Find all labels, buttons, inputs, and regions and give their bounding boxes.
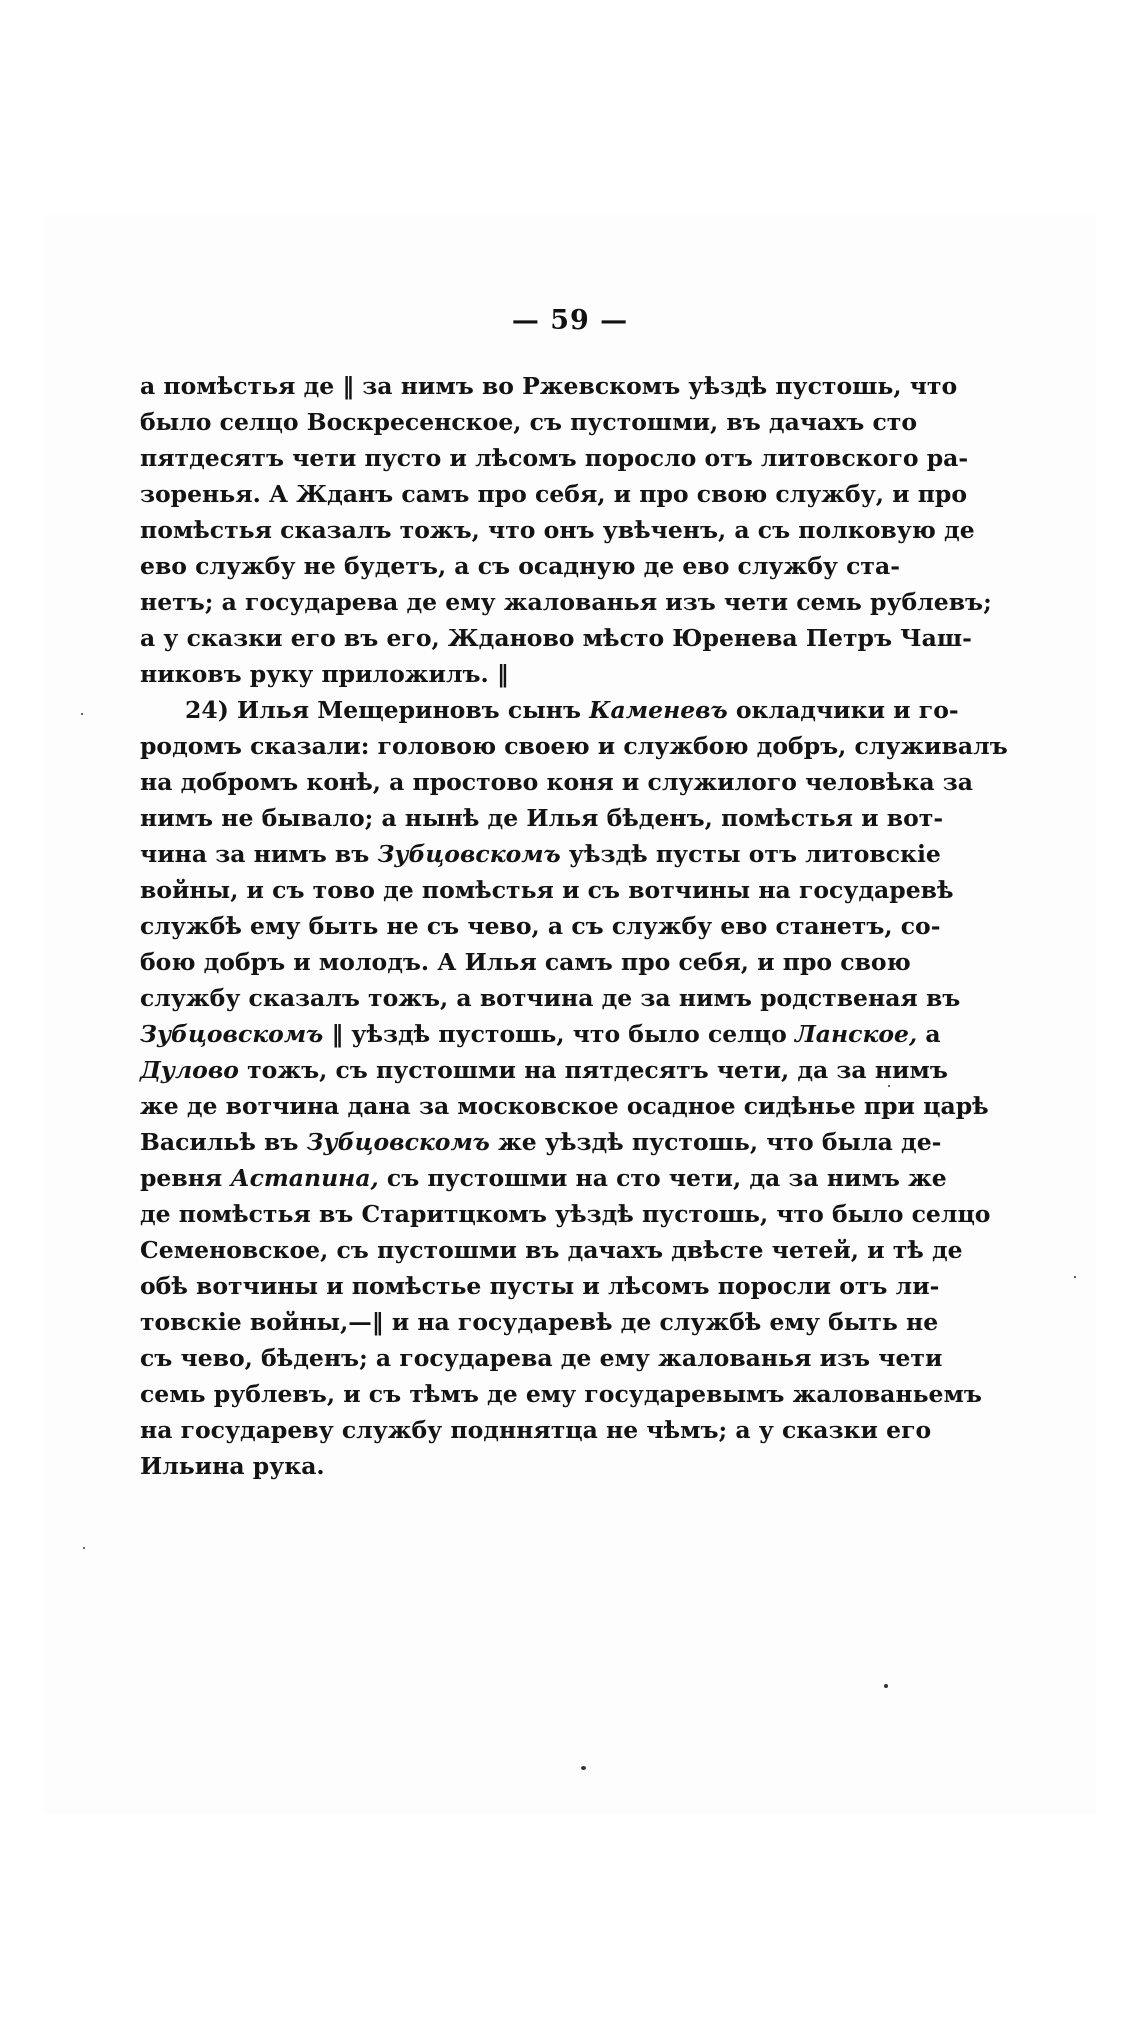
text-line bbox=[140, 440, 969, 476]
line-text: на государеву службу подннятца не чѣмъ; а у сказки его bbox=[140, 1416, 932, 1444]
line-text: 24) Илья Мещериновъ сынъ bbox=[185, 696, 581, 724]
line-text: ‖ уѣздѣ пустошь, что было селцо bbox=[331, 1020, 787, 1048]
line-text: было селцо Воскресенское, съ пустошми, въ дачахъ сто bbox=[140, 408, 918, 436]
line-text: Васильѣ въ bbox=[140, 1128, 299, 1156]
line-text: а у сказки его въ его, Жданово мѣсто Юренева Петръ Чаш- bbox=[140, 624, 972, 652]
line-text: обѣ вотчины и помѣстье пусты и лѣсомъ поросли отъ ли- bbox=[140, 1272, 940, 1300]
text-line bbox=[140, 476, 968, 512]
line-text: окладчики и го- bbox=[735, 696, 959, 724]
text-line bbox=[140, 1088, 989, 1124]
line-text: службѣ ему быть не съ чево, а съ службу ево станетъ, со- bbox=[140, 912, 941, 940]
text-line bbox=[140, 1412, 932, 1448]
line-text: же де вотчина дана за московское осадное сидѣнье при царѣ bbox=[140, 1092, 989, 1120]
line-text: ево службу не будетъ, а съ осадную де ево службу ста- bbox=[140, 552, 900, 580]
text-line bbox=[140, 620, 972, 656]
text-block bbox=[140, 368, 1008, 1484]
text-line bbox=[140, 1304, 939, 1340]
line-text: а помѣстья де ‖ за нимъ во Ржевскомъ уѣздѣ пустошь, что bbox=[140, 372, 958, 400]
text-line bbox=[140, 584, 992, 620]
italic-name: Каменевъ bbox=[589, 696, 728, 724]
line-text: съ пустошми на сто чети, да за нимъ же bbox=[386, 1164, 947, 1192]
line-text: а bbox=[925, 1020, 941, 1048]
text-line bbox=[140, 764, 973, 800]
text-line bbox=[140, 692, 959, 728]
text-line bbox=[140, 1160, 947, 1196]
text-line bbox=[140, 1052, 948, 1088]
line-text: службу сказалъ тожъ, а вотчина де за нимъ родственая въ bbox=[140, 984, 961, 1012]
line-text: чина за нимъ въ bbox=[140, 840, 370, 868]
line-text: нетъ; а государева де ему жалованья изъ чети семь рублевъ; bbox=[140, 588, 992, 616]
italic-name: Дулово bbox=[140, 1056, 239, 1084]
italic-name: Ланское, bbox=[795, 1020, 918, 1048]
text-line bbox=[140, 1196, 991, 1232]
text-line bbox=[140, 656, 870, 692]
text-line bbox=[140, 1124, 942, 1160]
text-line bbox=[140, 944, 911, 980]
text-line bbox=[140, 980, 961, 1016]
text-line bbox=[140, 728, 1008, 764]
text-line bbox=[140, 404, 918, 440]
italic-name: Зубцовскомъ bbox=[377, 840, 561, 868]
line-text: бою добръ и молодъ. А Илья самъ про себя, и про свою bbox=[140, 948, 911, 976]
text-line bbox=[140, 1340, 943, 1376]
line-text: никовъ руку приложилъ. ‖ bbox=[140, 660, 509, 688]
italic-name: Астапина, bbox=[230, 1164, 379, 1192]
print-speck bbox=[884, 1684, 888, 1688]
text-line bbox=[140, 836, 941, 872]
line-text: помѣстья сказалъ тожъ, что онъ увѣченъ, а съ полковую де bbox=[140, 516, 975, 544]
print-speck bbox=[581, 1766, 586, 1770]
line-text: товскiе войны,—‖ и на государевѣ де службѣ ему быть не bbox=[140, 1308, 939, 1336]
line-text: Семеновское, съ пустошми въ дачахъ двѣсте четей, и тѣ де bbox=[140, 1236, 963, 1264]
line-text: пятдесятъ чети пусто и лѣсомъ поросло отъ литовского ра- bbox=[140, 444, 969, 472]
line-text: тожъ, съ пустошми на пятдесятъ чети, да за нимъ bbox=[247, 1056, 948, 1084]
line-text: семь рублевъ, и съ тѣмъ де ему государевымъ жалованьемъ bbox=[140, 1380, 982, 1408]
line-text: нимъ не бывало; а нынѣ де Илья бѣденъ, помѣстья и вот- bbox=[140, 804, 944, 832]
line-text: съ чево, бѣденъ; а государева де ему жалованья изъ чети bbox=[140, 1344, 943, 1372]
text-line bbox=[140, 908, 941, 944]
page-number: — 59 — bbox=[511, 305, 629, 336]
text-line bbox=[140, 800, 944, 836]
line-text: зоренья. А Жданъ самъ про себя, и про свою службу, и про bbox=[140, 480, 968, 508]
text-line bbox=[140, 1268, 940, 1304]
line-text: родомъ сказали: головою своею и службою добръ, служивалъ bbox=[140, 732, 1008, 760]
italic-name: Зубцовскомъ bbox=[140, 1020, 324, 1048]
print-speck bbox=[81, 713, 83, 715]
text-line bbox=[140, 548, 900, 584]
print-speck bbox=[888, 1085, 890, 1087]
text-line bbox=[140, 1016, 941, 1052]
line-text: же уѣздѣ пустошь, что была де- bbox=[498, 1128, 942, 1156]
line-text: на добромъ конѣ, а простово коня и служилого человѣка за bbox=[140, 768, 973, 796]
line-text: Ильина рука. bbox=[140, 1452, 325, 1480]
line-text: войны, и съ тово де помѣстья и съ вотчины на государевѣ bbox=[140, 876, 954, 904]
text-line bbox=[140, 1448, 870, 1484]
text-line bbox=[140, 512, 975, 548]
text-line bbox=[140, 1232, 963, 1268]
text-line bbox=[140, 872, 954, 908]
text-line bbox=[140, 368, 958, 404]
line-text: де помѣстья въ Старитцкомъ уѣздѣ пустошь, что было селцо bbox=[140, 1200, 991, 1228]
line-text: уѣздѣ пусты отъ литовскiе bbox=[568, 840, 941, 868]
italic-name: Зубцовскомъ bbox=[306, 1128, 490, 1156]
line-text: ревня bbox=[140, 1164, 223, 1192]
print-speck bbox=[1074, 1276, 1076, 1278]
text-line bbox=[140, 1376, 982, 1412]
print-speck bbox=[83, 1547, 85, 1549]
